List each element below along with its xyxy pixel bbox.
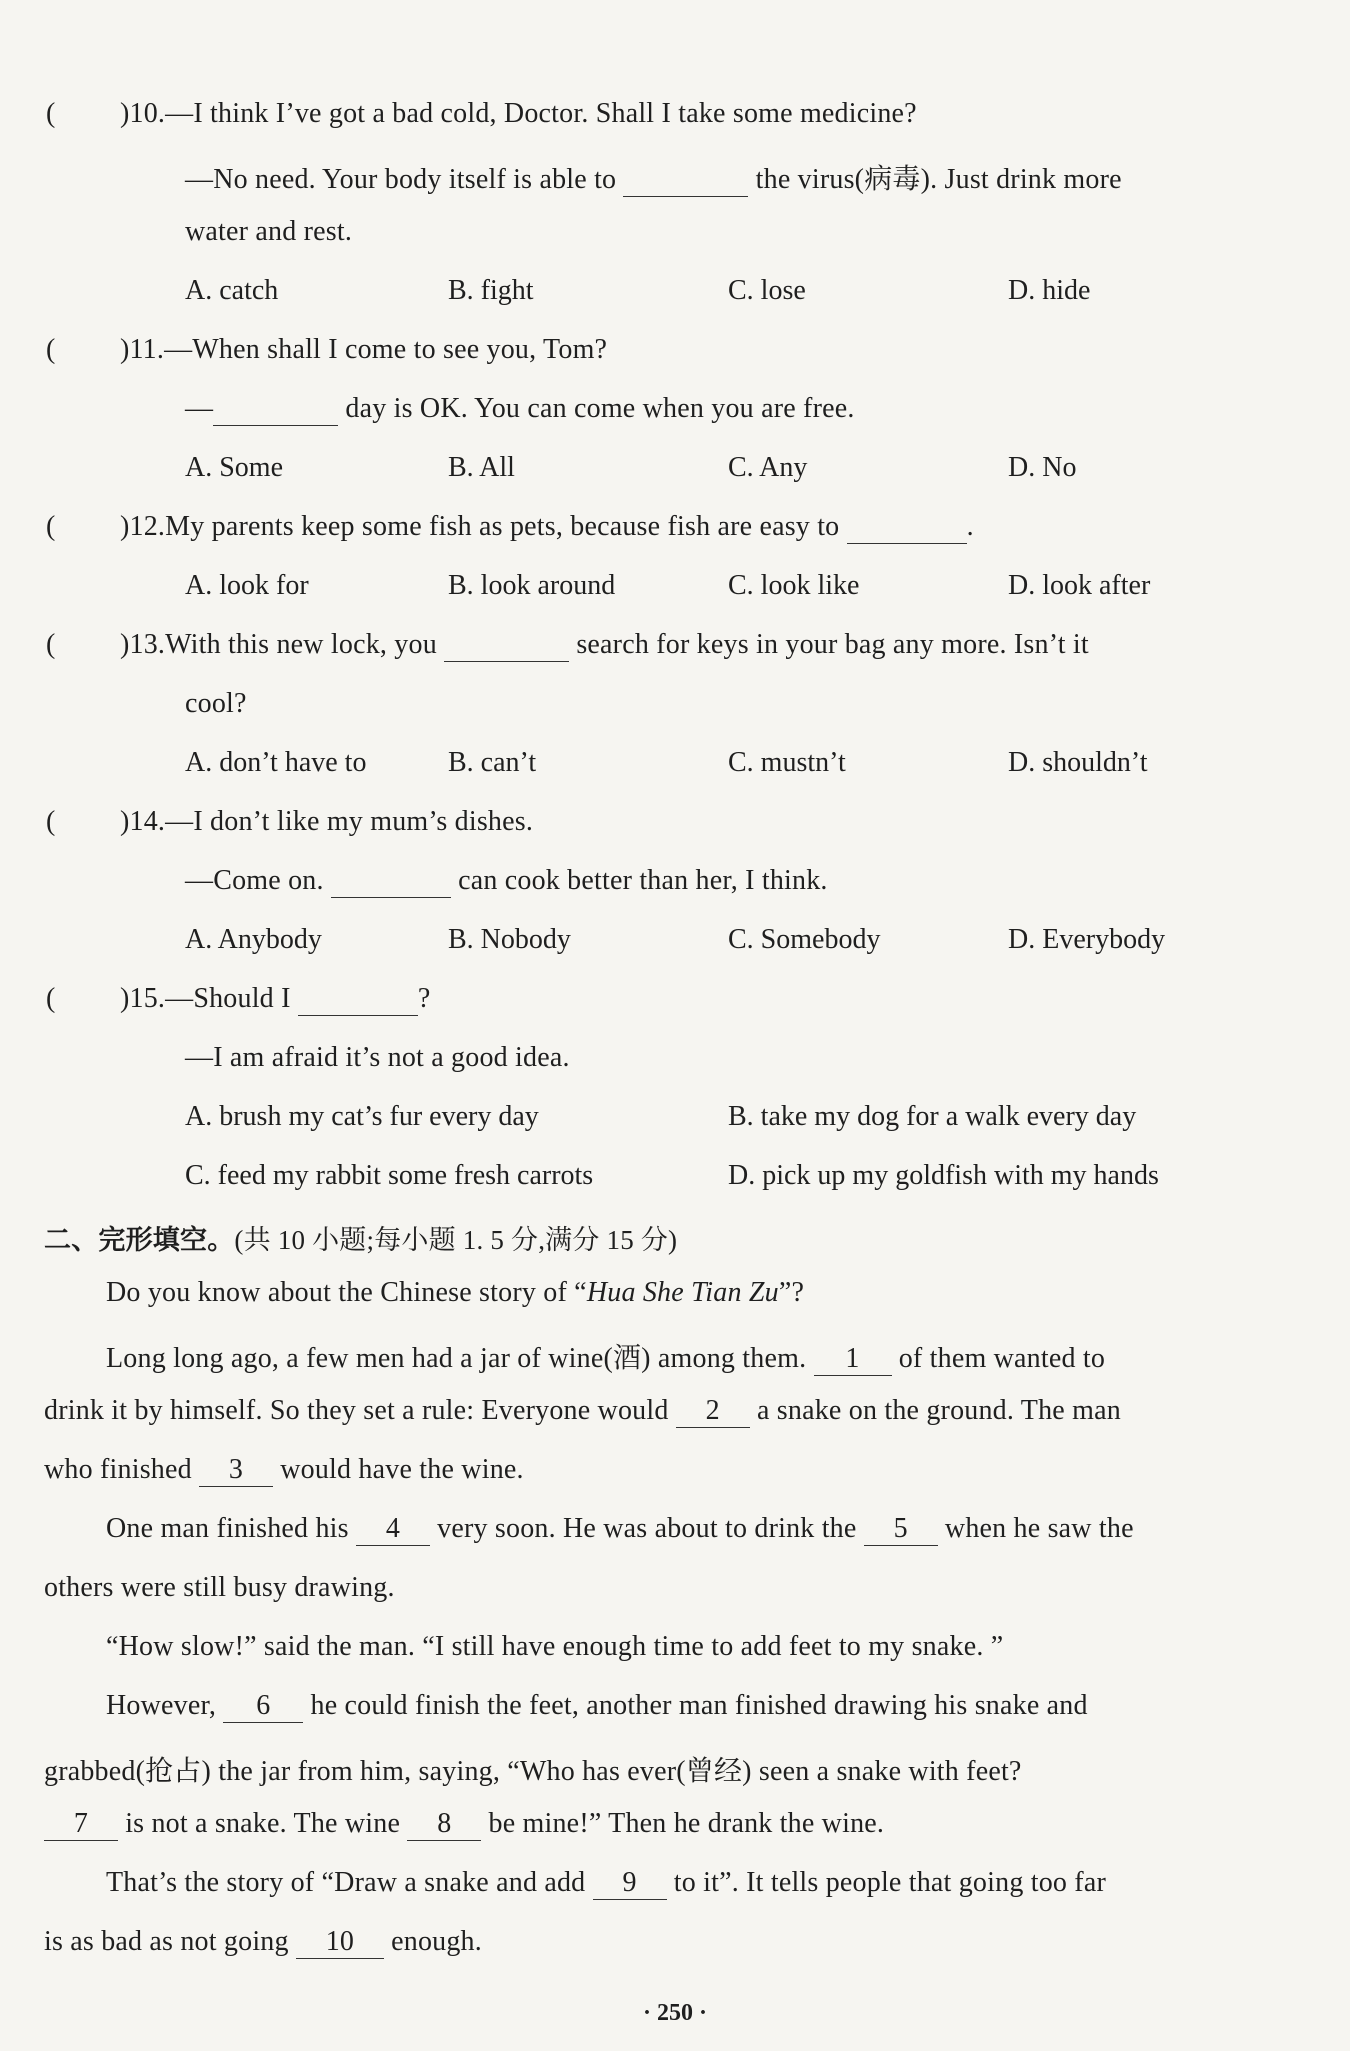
option-b[interactable]: B. All <box>448 452 515 483</box>
option-b[interactable]: B. can’t <box>448 747 537 778</box>
option-a[interactable]: A. Anybody <box>185 924 322 955</box>
option-d[interactable]: D. No <box>1008 452 1077 483</box>
answer-blank[interactable] <box>331 866 451 898</box>
cloze-blank-7[interactable]: 7 <box>44 1809 118 1841</box>
page-number: · 250 · <box>642 2000 707 2026</box>
section-heading <box>44 1218 677 1257</box>
option-d[interactable]: D. pick up my goldfish with my hands <box>728 1160 1159 1191</box>
question-11: )11.—When shall I come to see you, Tom? <box>120 334 608 365</box>
option-c[interactable]: C. mustn’t <box>728 747 846 778</box>
answer-paren: ( <box>46 983 56 1014</box>
cloze-blank-1[interactable]: 1 <box>814 1344 892 1376</box>
answer-blank[interactable] <box>298 984 418 1016</box>
option-d[interactable]: D. shouldn’t <box>1008 747 1148 778</box>
question-15: )15.—Should I ? <box>120 983 431 1014</box>
passage-paragraph-5-line3: 7 is not a snake. The wine 8 be mine!” Then he drank the wine. <box>44 1808 884 1841</box>
option-b[interactable]: B. take my dog for a walk every day <box>728 1101 1137 1132</box>
option-a[interactable]: A. catch <box>185 275 279 306</box>
passage-paragraph-5: However, 6 he could finish the feet, another man finished drawing his snake and <box>106 1690 1088 1721</box>
option-a[interactable]: A. Some <box>185 452 283 483</box>
option-c[interactable]: C. look like <box>728 570 860 601</box>
option-b[interactable]: B. look around <box>448 570 616 601</box>
passage-paragraph-3-line2: others were still busy drawing. <box>44 1572 395 1603</box>
question-15-line2: —I am afraid it’s not a good idea. <box>185 1042 570 1073</box>
answer-paren: ( <box>46 629 56 660</box>
option-b[interactable]: B. fight <box>448 275 534 306</box>
option-d[interactable]: D. hide <box>1008 275 1091 306</box>
answer-blank[interactable] <box>213 394 338 426</box>
passage-paragraph-2-line2: drink it by himself. So they set a rule: Everyone would 2 a snake on the ground. The man <box>44 1395 1121 1426</box>
option-d[interactable]: D. Everybody <box>1008 924 1166 955</box>
cloze-blank-9[interactable]: 9 <box>593 1868 667 1900</box>
question-14-line2: —Come on. can cook better than her, I think. <box>185 865 828 896</box>
option-c[interactable]: C. lose <box>728 275 806 306</box>
answer-blank[interactable] <box>847 512 967 544</box>
option-c[interactable]: C. Somebody <box>728 924 881 955</box>
passage-paragraph-5-line2: grabbed(抢占) the jar from him, saying, “Who has ever(曾经) seen a snake with feet? <box>44 1756 1022 1787</box>
question-14: )14.—I don’t like my mum’s dishes. <box>120 806 534 837</box>
question-10-line2: —No need. Your body itself is able to the virus(病毒). Just drink more <box>185 164 1122 195</box>
cloze-blank-10[interactable]: 10 <box>296 1927 384 1959</box>
question-13-line2: cool? <box>185 688 247 719</box>
question-11-line2: — day is OK. You can come when you are free. <box>185 393 855 424</box>
passage-paragraph-6-line2: is as bad as not going 10 enough. <box>44 1926 482 1957</box>
cloze-blank-8[interactable]: 8 <box>407 1809 481 1841</box>
option-a[interactable]: A. brush my cat’s fur every day <box>185 1101 539 1132</box>
answer-paren: ( <box>46 98 56 129</box>
cloze-blank-4[interactable]: 4 <box>356 1514 430 1546</box>
question-10-line3: water and rest. <box>185 216 353 247</box>
answer-blank[interactable] <box>444 630 569 662</box>
cloze-blank-2[interactable]: 2 <box>676 1396 750 1428</box>
section-title: 二、完形填空。 <box>44 1225 235 1256</box>
answer-paren: ( <box>46 806 56 837</box>
passage-paragraph-1: Do you know about the Chinese story of “Hua She Tian Zu”? <box>106 1277 805 1308</box>
passage-paragraph-3: One man finished his 4 very soon. He was about to drink the 5 when he saw the <box>106 1513 1134 1544</box>
cloze-blank-5[interactable]: 5 <box>864 1514 938 1546</box>
option-c[interactable]: C. feed my rabbit some fresh carrots <box>185 1160 594 1191</box>
cloze-blank-6[interactable]: 6 <box>223 1691 303 1723</box>
option-a[interactable]: A. look for <box>185 570 309 601</box>
option-b[interactable]: B. Nobody <box>448 924 571 955</box>
question-10 <box>120 98 917 130</box>
answer-paren: ( <box>46 511 56 542</box>
option-d[interactable]: D. look after <box>1008 570 1151 601</box>
passage-paragraph-2: Long long ago, a few men had a jar of wine(酒) among them. 1 of them wanted to <box>106 1343 1106 1374</box>
question-12: )12.My parents keep some fish as pets, because fish are easy to . <box>120 511 974 542</box>
passage-paragraph-2-line3: who finished 3 would have the wine. <box>44 1454 524 1485</box>
cloze-blank-3[interactable]: 3 <box>199 1455 273 1487</box>
answer-blank[interactable] <box>623 165 748 197</box>
answer-paren: ( <box>46 334 56 365</box>
passage-paragraph-4: “How slow!” said the man. “I still have enough time to add feet to my snake. ” <box>106 1631 1004 1662</box>
question-text: —I think I’ve got a bad cold, Doctor. Shall I take some medicine? <box>165 98 917 129</box>
option-c[interactable]: C. Any <box>728 452 808 483</box>
question-13: )13.With this new lock, you search for keys in your bag any more. Isn’t it <box>120 629 1089 660</box>
question-number: )10. <box>120 98 166 129</box>
section-note: (共 10 小题;每小题 1. 5 分,满分 15 分) <box>234 1225 678 1255</box>
passage-paragraph-6: That’s the story of “Draw a snake and add 9 to it”. It tells people that going too far <box>106 1867 1106 1898</box>
option-a[interactable]: A. don’t have to <box>185 747 367 778</box>
